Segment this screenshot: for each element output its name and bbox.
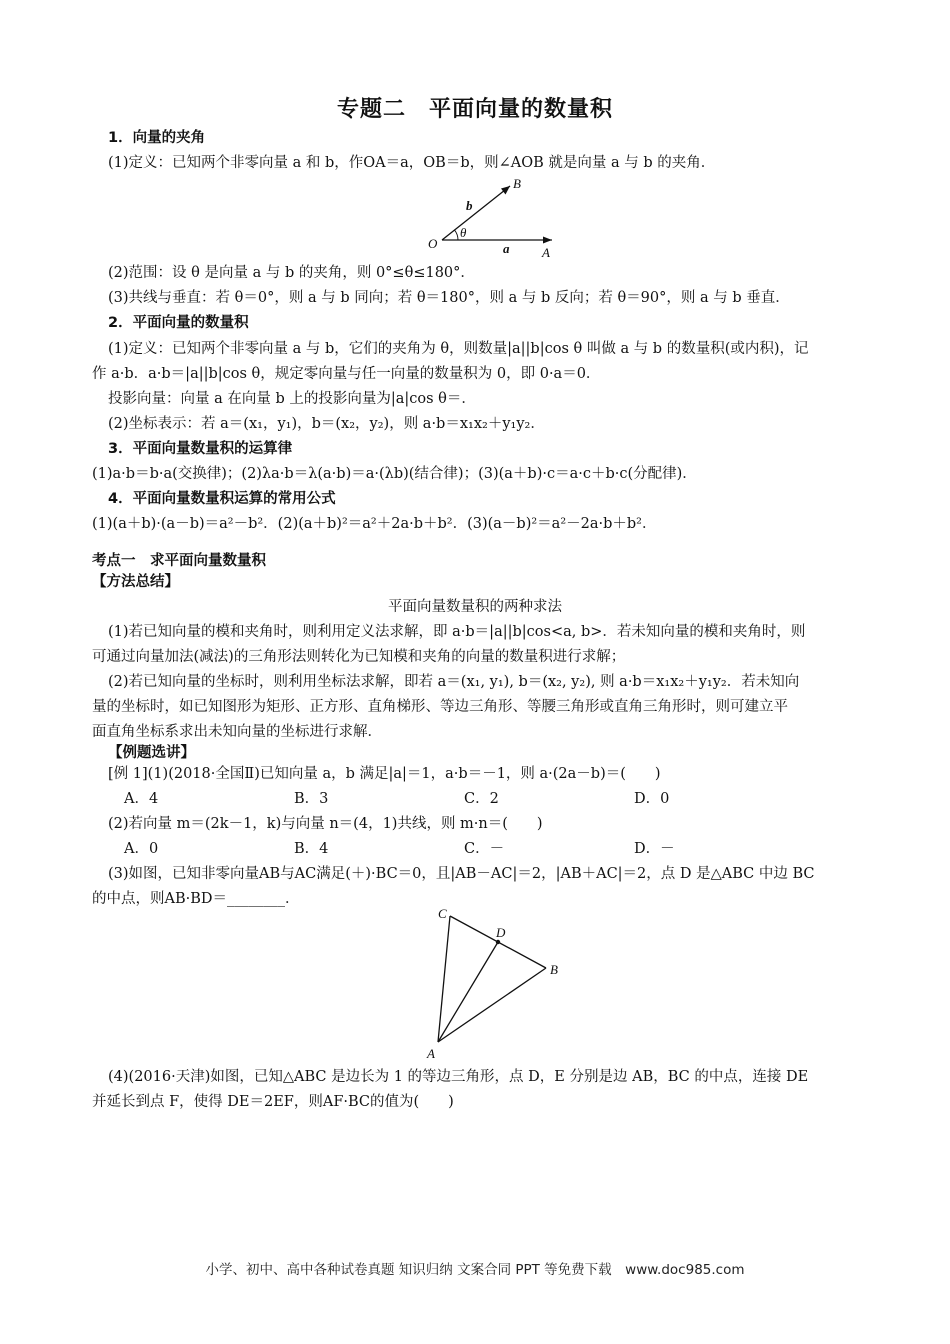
vector-a-label: a [503, 241, 510, 256]
vector-b-arrow [442, 186, 510, 240]
key-point-1-heading: 考点一 求平面向量数量积 [92, 553, 266, 569]
vector-a-arrowhead [543, 237, 552, 244]
common-formulas: (1)(a＋b)·(a－b)＝a²－b²．(2)(a＋b)²＝a²＋2a·b＋b²．(3)(a－b)²＝a²－2a·b＋b²． [92, 516, 657, 532]
coordinate-form: (2)坐标表示：若 a＝(x₁，y₁)，b＝(x₂，y₂)，则 a·b＝x₁x₂＋y₁y₂． [108, 416, 545, 432]
point-a-label: A [542, 245, 550, 260]
q1-option-b: B．3 [294, 791, 329, 807]
angle-definition: (1)定义：已知两个非零向量 a 和 b，作OA＝a，OB＝b，则∠AOB 就是向量 a 与 b 的夹角． [108, 155, 716, 171]
example-1-question-1: [例 1](1)(2018·全国Ⅱ)已知向量 a，b 满足|a|＝1，a·b＝－1，则 a·(2a－b)＝( ) [108, 766, 661, 782]
q2-option-a: A．0 [124, 841, 159, 857]
vector-angle-figure [418, 172, 568, 264]
method-2-line-2: 量的坐标时，如已知图形为矩形、正方形、直角梯形、等边三角形、等腰三角形或直角三角形时，则可建立平 [92, 699, 788, 715]
point-d-label: D [496, 925, 506, 940]
q1-option-d: D．0 [634, 791, 670, 807]
median-ad [438, 942, 498, 1042]
point-o-label: O [428, 236, 438, 251]
operation-laws: (1)a·b＝b·a(交换律)；(2)λa·b＝λ(a·b)＝a·(λb)(结合律)；(3)(a＋b)·c＝a·c＋b·c(分配律)． [92, 466, 697, 482]
theta-label: θ [460, 225, 467, 240]
vertex-a-label: A [427, 1046, 435, 1061]
vector-b-arrowhead [501, 186, 510, 195]
example-1-question-2: (2)若向量 m＝(2k－1，k)与向量 n＝(4，1)共线，则 m·n＝( ) [108, 816, 543, 832]
vertex-b-label: B [550, 962, 558, 977]
angle-range: (2)范围：设 θ 是向量 a 与 b 的夹角，则 0°≤θ≤180°． [108, 265, 475, 281]
method-1-line-2: 可通过向量加法(减法)的三角形法则转化为已知模和夹角的向量的数量积进行求解； [92, 649, 626, 665]
section-4-heading: 4．平面向量数量积运算的常用公式 [108, 491, 336, 507]
midpoint-d [496, 940, 500, 944]
page-title: 专题二 平面向量的数量积 [336, 97, 613, 122]
method-1-line-1: (1)若已知向量的模和夹角时，则利用定义法求解，即 a·b＝|a||b|cos<a, b>．若未知向量的模和夹角时，则 [108, 624, 806, 640]
method-2-line-1: (2)若已知向量的坐标时，则利用坐标法求解，即若 a＝(x₁, y₁), b＝(x₂, y₂), 则 a·b＝x₁x₂＋y₁y₂．若未知向 [108, 674, 800, 690]
section-2-heading: 2．平面向量的数量积 [108, 315, 249, 331]
side-ac [438, 916, 450, 1042]
page-footer: 小学、初中、高中各种试卷真题 知识归纳 文案合同 PPT 等免费下载 www.doc985.com [205, 1262, 745, 1278]
collinear-perpendicular: (3)共线与垂直：若 θ＝0°，则 a 与 b 同向；若 θ＝180°，则 a 与 b 反向；若 θ＝90°，则 a 与 b 垂直． [108, 290, 790, 306]
q2-option-c: C．－ [464, 841, 505, 857]
example-1-question-4-line-1: (4)(2016·天津)如图，已知△ABC 是边长为 1 的等边三角形，点 D，E 分别是边 AB，BC 的中点，连接 DE [108, 1069, 809, 1085]
example-tag: 【例题选讲】 [108, 745, 195, 761]
side-ab [438, 968, 546, 1042]
method-2-line-3: 面直角坐标系求出未知向量的坐标进行求解． [92, 724, 382, 740]
dot-product-definition-line-2: 作 a·b．a·b＝|a||b|cos θ，规定零向量与任一向量的数量积为 0，即 0·a＝0． [92, 366, 601, 382]
vector-b-label: b [466, 198, 473, 213]
angle-arc [455, 230, 459, 240]
point-b-label: B [513, 176, 521, 191]
method-summary-tag: 【方法总结】 [92, 574, 179, 590]
projection-vector: 投影向量：向量 a 在向量 b 上的投影向量为|a|cos θ＝． [108, 391, 476, 407]
dot-product-definition-line-1: (1)定义：已知两个非零向量 a 与 b，它们的夹角为 θ，则数量|a||b|cos θ 叫做 a 与 b 的数量积(或内积)，记 [108, 341, 809, 357]
vertex-c-label: C [438, 906, 447, 921]
q1-option-a: A．4 [124, 791, 159, 807]
q2-option-b: B．4 [294, 841, 329, 857]
example-1-question-4-line-2: 并延长到点 F，使得 DE＝2EF，则AF·BC的值为( ) [92, 1094, 454, 1110]
section-3-heading: 3．平面向量数量积的运算律 [108, 441, 293, 457]
example-1-question-3-line-2: 的中点，则AB·BD＝________． [92, 891, 300, 907]
q2-option-d: D．－ [634, 841, 675, 857]
triangle-abc-figure [420, 906, 570, 1064]
q1-option-c: C．2 [464, 791, 499, 807]
method-title: 平面向量数量积的两种求法 [388, 599, 562, 615]
section-1-heading: 1．向量的夹角 [108, 130, 206, 146]
example-1-question-3-line-1: (3)如图，已知非零向量AB与AC满足(＋)·BC＝0，且|AB－AC|＝2，|AB＋AC|＝2，点 D 是△ABC 中边 BC [108, 866, 815, 882]
